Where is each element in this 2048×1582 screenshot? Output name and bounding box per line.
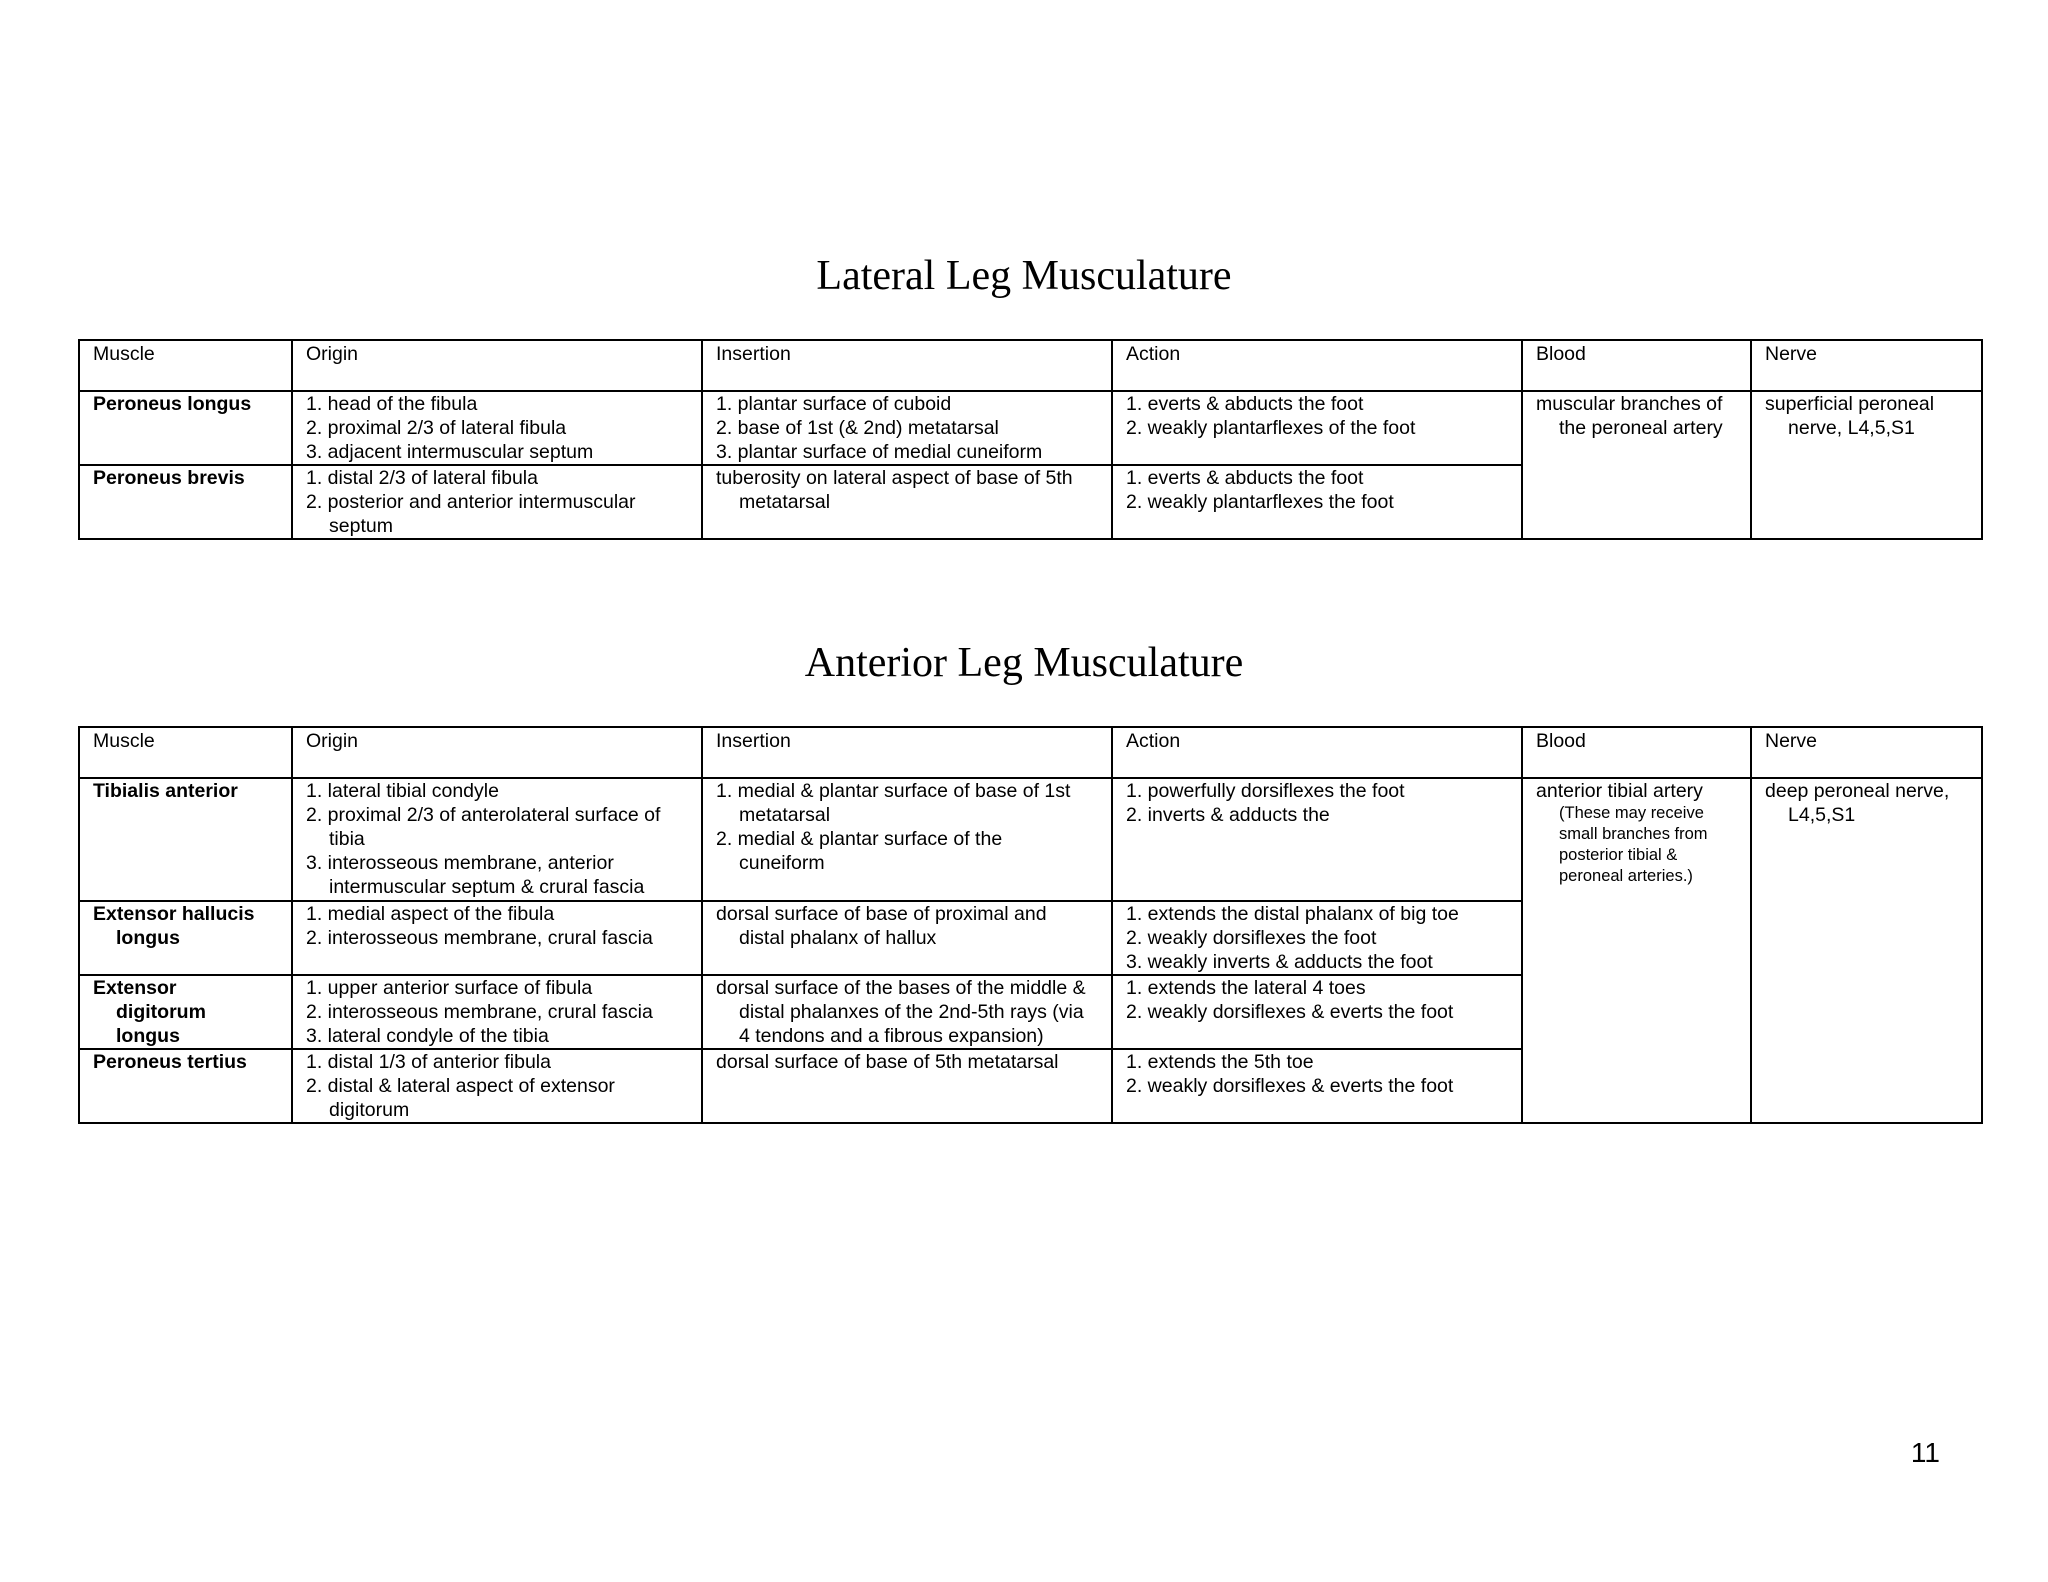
muscle-name-cell: [79, 465, 292, 539]
origin-line: intermuscular septum & crural fascia: [329, 876, 645, 898]
insertion-cell: [702, 778, 1112, 901]
origin-cell: [292, 975, 702, 1049]
action-cell: [1112, 901, 1522, 975]
page-number: 11: [1910, 1437, 1940, 1468]
origin-line: 2. interosseous membrane, crural fascia: [306, 927, 653, 949]
header-origin: Origin: [292, 727, 702, 778]
origin-line: 3. interosseous membrane, anterior: [306, 852, 614, 874]
origin-cell: [292, 391, 702, 465]
insertion-line: tuberosity on lateral aspect of base of 5th: [716, 467, 1073, 489]
insertion-line: 3. plantar surface of medial cuneiform: [716, 441, 1043, 463]
origin-line: 2. interosseous membrane, crural fascia: [306, 1001, 653, 1023]
header-muscle: Muscle: [79, 727, 292, 778]
insertion-line: dorsal surface of the bases of the middle &: [716, 977, 1086, 999]
muscle-name: Peroneus brevis: [93, 467, 245, 489]
insertion-line: 2. medial & plantar surface of the: [716, 828, 1003, 850]
insertion-cell: [702, 465, 1112, 539]
insertion-line: 1. medial & plantar surface of base of 1st: [716, 780, 1071, 802]
nerve-cell: [1751, 778, 1982, 1123]
origin-cell: [292, 778, 702, 901]
origin-line: 1. distal 1/3 of anterior fibula: [306, 1051, 551, 1073]
nerve-line: deep peroneal nerve,: [1765, 780, 1950, 802]
action-line: 1. extends the 5th toe: [1126, 1051, 1314, 1073]
origin-line: 1. upper anterior surface of fibula: [306, 977, 593, 999]
table-header-row: [79, 727, 1982, 778]
header-action: Action: [1112, 727, 1522, 778]
origin-cell: [292, 1049, 702, 1123]
origin-line: 1. head of the fibula: [306, 393, 478, 415]
lateral-musculature-table: [78, 339, 1983, 540]
origin-cell: [292, 901, 702, 975]
insertion-cell: [702, 975, 1112, 1049]
action-cell: [1112, 975, 1522, 1049]
insertion-line: dorsal surface of base of proximal and: [716, 903, 1047, 925]
muscle-name: longus: [116, 927, 180, 949]
header-insertion: Insertion: [702, 727, 1112, 778]
header-action: Action: [1112, 340, 1522, 391]
anterior-musculature-table: [78, 726, 1983, 1124]
header-muscle: Muscle: [79, 340, 292, 391]
action-cell: [1112, 1049, 1522, 1123]
muscle-name: longus: [116, 1025, 180, 1047]
table-row: [79, 391, 1982, 465]
lateral-section-title: Lateral Leg Musculature: [816, 253, 1232, 299]
header-insertion: Insertion: [702, 340, 1112, 391]
blood-line: muscular branches of: [1536, 393, 1723, 415]
muscle-name: Tibialis anterior: [93, 780, 238, 802]
muscle-name: digitorum: [116, 1001, 206, 1023]
origin-line: 1. lateral tibial condyle: [306, 780, 499, 802]
origin-cell: [292, 465, 702, 539]
nerve-cell: [1751, 391, 1982, 539]
header-origin: Origin: [292, 340, 702, 391]
origin-line: 3. lateral condyle of the tibia: [306, 1025, 549, 1047]
insertion-line: 1. plantar surface of cuboid: [716, 393, 952, 415]
nerve-line: superficial peroneal: [1765, 393, 1935, 415]
blood-note-line: (These may receive: [1559, 804, 1704, 822]
nerve-line: L4,5,S1: [1788, 804, 1856, 826]
insertion-cell: [702, 901, 1112, 975]
action-line: 2. inverts & adducts the: [1126, 804, 1330, 826]
origin-line: 2. proximal 2/3 of lateral fibula: [306, 417, 567, 439]
action-cell: [1112, 778, 1522, 901]
action-line: 2. weakly dorsiflexes the foot: [1126, 927, 1377, 949]
origin-line: septum: [329, 515, 393, 537]
action-line: 1. extends the lateral 4 toes: [1126, 977, 1366, 999]
insertion-line: dorsal surface of base of 5th metatarsal: [716, 1051, 1059, 1073]
blood-note-line: small branches from: [1559, 825, 1708, 843]
action-line: 2. weakly dorsiflexes & everts the foot: [1126, 1075, 1454, 1097]
muscle-name: Extensor hallucis: [93, 903, 255, 925]
muscle-name-cell: [79, 901, 292, 975]
insertion-line: metatarsal: [739, 491, 831, 513]
action-line: 1. extends the distal phalanx of big toe: [1126, 903, 1459, 925]
origin-line: 1. distal 2/3 of lateral fibula: [306, 467, 538, 489]
action-line: 3. weakly inverts & adducts the foot: [1126, 951, 1433, 973]
muscle-name-cell: [79, 975, 292, 1049]
muscle-name-cell: [79, 778, 292, 901]
insertion-cell: [702, 391, 1112, 465]
action-line: 2. weakly plantarflexes of the foot: [1126, 417, 1416, 439]
action-line: 1. powerfully dorsiflexes the foot: [1126, 780, 1405, 802]
action-line: 1. everts & abducts the foot: [1126, 467, 1364, 489]
header-blood: Blood: [1522, 727, 1751, 778]
anterior-section-title: Anterior Leg Musculature: [804, 640, 1244, 686]
blood-cell: [1522, 391, 1751, 539]
muscle-name-cell: [79, 391, 292, 465]
origin-line: 1. medial aspect of the fibula: [306, 903, 555, 925]
blood-cell: [1522, 778, 1751, 1123]
action-cell: [1112, 391, 1522, 465]
header-nerve: Nerve: [1751, 727, 1982, 778]
origin-line: 2. distal & lateral aspect of extensor: [306, 1075, 615, 1097]
insertion-line: cuneiform: [739, 852, 825, 874]
origin-line: digitorum: [329, 1099, 410, 1121]
origin-line: 2. posterior and anterior intermuscular: [306, 491, 636, 513]
insertion-cell: [702, 1049, 1112, 1123]
blood-note-line: peroneal arteries.): [1559, 867, 1693, 885]
insertion-line: 2. base of 1st (& 2nd) metatarsal: [716, 417, 999, 439]
action-cell: [1112, 465, 1522, 539]
origin-line: 2. proximal 2/3 of anterolateral surface of: [306, 804, 661, 826]
table-row: [79, 778, 1982, 901]
action-line: 1. everts & abducts the foot: [1126, 393, 1364, 415]
action-line: 2. weakly plantarflexes the foot: [1126, 491, 1394, 513]
insertion-line: metatarsal: [739, 804, 831, 826]
nerve-line: nerve, L4,5,S1: [1788, 417, 1915, 439]
blood-note-line: posterior tibial &: [1559, 846, 1678, 864]
muscle-name: Extensor: [93, 977, 177, 999]
origin-line: 3. adjacent intermuscular septum: [306, 441, 594, 463]
muscle-name-cell: [79, 1049, 292, 1123]
origin-line: tibia: [329, 828, 365, 850]
muscle-name: Peroneus tertius: [93, 1051, 247, 1073]
header-blood: Blood: [1522, 340, 1751, 391]
blood-line: the peroneal artery: [1559, 417, 1723, 439]
muscle-name: Peroneus longus: [93, 393, 252, 415]
table-header-row: [79, 340, 1982, 391]
blood-line: anterior tibial artery: [1536, 780, 1703, 802]
action-line: 2. weakly dorsiflexes & everts the foot: [1126, 1001, 1454, 1023]
insertion-line: distal phalanxes of the 2nd-5th rays (via: [739, 1001, 1084, 1023]
insertion-line: 4 tendons and a fibrous expansion): [739, 1025, 1044, 1047]
header-nerve: Nerve: [1751, 340, 1982, 391]
insertion-line: distal phalanx of hallux: [739, 927, 937, 949]
